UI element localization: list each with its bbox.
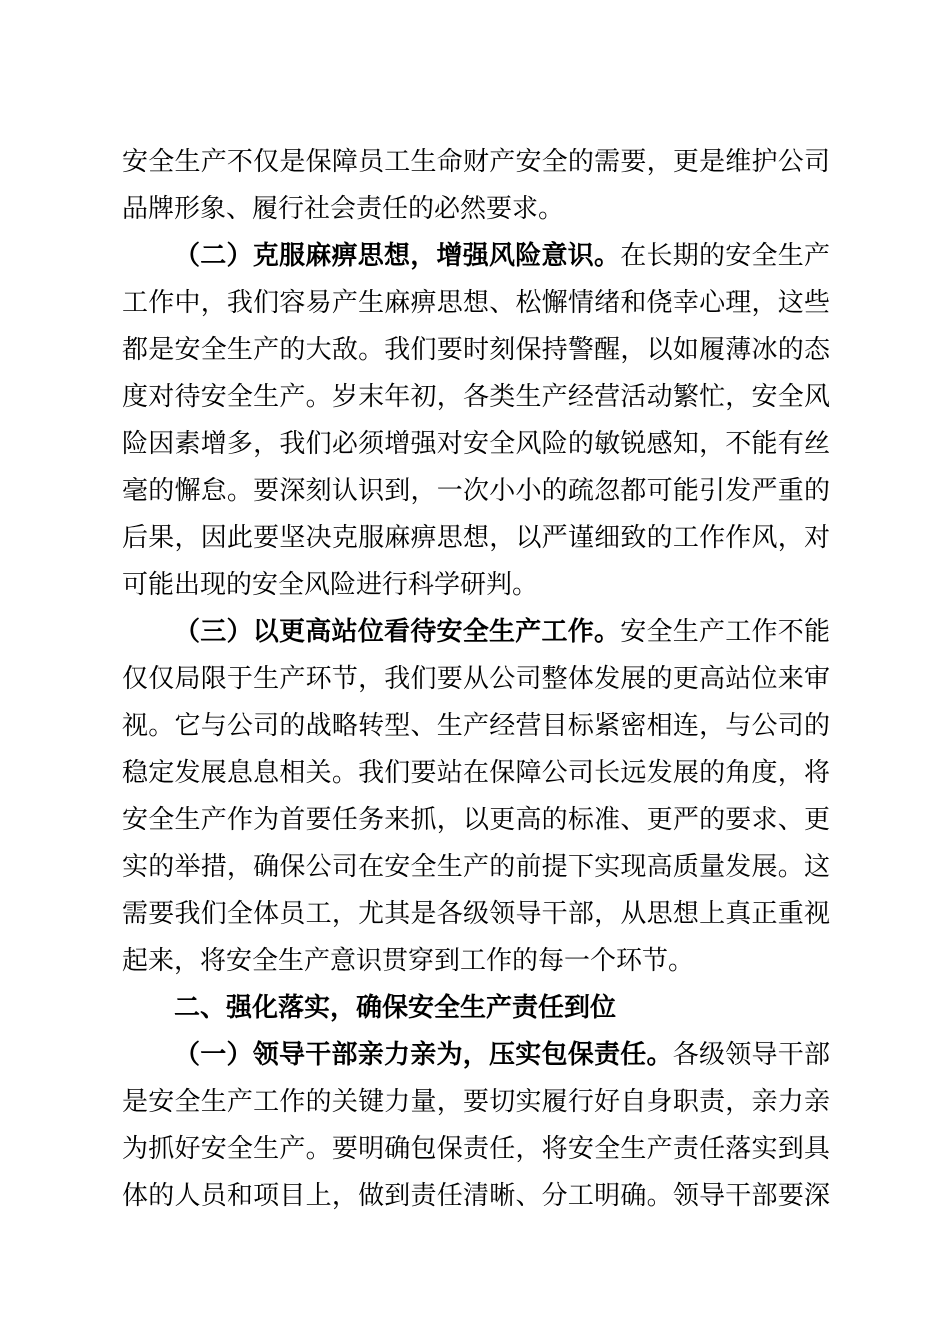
paragraph-2-line-5: 险因素增多，我们必须增强对安全风险的敏锐感知，不能有丝 xyxy=(122,429,830,459)
paragraph-2-line-8: 可能出现的安全风险进行科学研判。 xyxy=(122,570,539,600)
paragraph-1-line-1: 安全生产不仅是保障员工生命财产安全的需要，更是维护公司 xyxy=(122,147,830,177)
paragraph-4-line-4: 体的人员和项目上，做到责任清晰、分工明确。领导干部要深 xyxy=(122,1181,830,1211)
paragraph-4-line-2: 是安全生产工作的关键力量，要切实履行好自身职责，亲力亲 xyxy=(122,1087,830,1117)
paragraph-3-line-4: 稳定发展息息相关。我们要站在保障公司长远发展的角度，将 xyxy=(122,758,830,788)
paragraph-2-line-1 xyxy=(174,235,830,277)
paragraph-1-line-2: 品牌形象、履行社会责任的必然要求。 xyxy=(122,194,565,224)
paragraph-3-line-5: 安全生产作为首要任务来抓，以更高的标准、更严的要求、更 xyxy=(122,805,830,835)
paragraph-3-line-3: 视。它与公司的战略转型、生产经营目标紧密相连，与公司的 xyxy=(122,711,830,741)
paragraph-3-line-6: 实的举措，确保公司在安全生产的前提下实现高质量发展。这 xyxy=(122,852,830,882)
paragraph-3-line-2: 仅仅局限于生产环节，我们要从公司整体发展的更高站位来审 xyxy=(122,664,830,694)
paragraph-4-line-3: 为抓好安全生产。要明确包保责任，将安全生产责任落实到具 xyxy=(122,1134,830,1164)
paragraph-3-first-rest: 安全生产工作不能 xyxy=(620,617,830,647)
paragraph-3-line-1 xyxy=(174,611,830,653)
section-heading: 二、强化落实，确保安全生产责任到位 xyxy=(174,993,617,1023)
paragraph-2-line-6: 毫的懈怠。要深刻认识到，一次小小的疏忽都可能引发严重的 xyxy=(122,476,830,506)
paragraph-4-first-rest: 各级领导干部 xyxy=(672,1040,830,1070)
paragraph-3-lead: （三）以更高站位看待安全生产工作。 xyxy=(174,617,621,647)
paragraph-4-lead: （一）领导干部亲力亲为，压实包保责任。 xyxy=(174,1040,673,1070)
paragraph-2-line-3: 都是安全生产的大敌。我们要时刻保持警醒，以如履薄冰的态 xyxy=(122,335,830,365)
paragraph-4-line-1 xyxy=(174,1034,830,1076)
paragraph-3-line-8: 起来，将安全生产意识贯穿到工作的每一个环节。 xyxy=(122,946,695,976)
paragraph-2-lead: （二）克服麻痹思想，增强风险意识。 xyxy=(174,241,621,271)
paragraph-2-line-7: 后果，因此要坚决克服麻痹思想，以严谨细致的工作作风，对 xyxy=(122,523,830,553)
paragraph-3-line-7: 需要我们全体员工，尤其是各级领导干部，从思想上真正重视 xyxy=(122,899,830,929)
paragraph-2-line-4: 度对待安全生产。岁末年初，各类生产经营活动繁忙，安全风 xyxy=(122,382,830,412)
paragraph-2-line-2: 工作中，我们容易产生麻痹思想、松懈情绪和侥幸心理，这些 xyxy=(122,288,830,318)
paragraph-2-first-rest: 在长期的安全生产 xyxy=(620,241,830,271)
